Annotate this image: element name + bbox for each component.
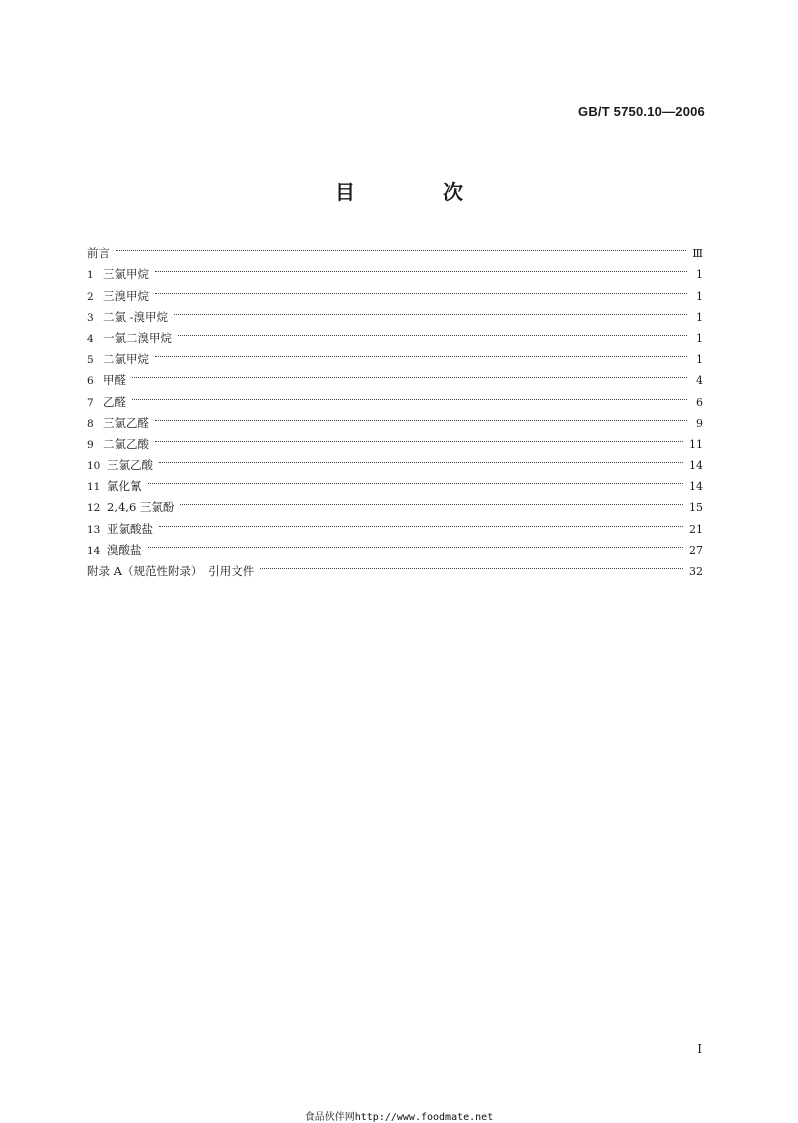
toc-entry-number: 5 <box>87 354 94 367</box>
toc-entry-number: 12 <box>87 502 101 515</box>
toc-entry-11[interactable] <box>87 469 703 494</box>
toc-entry-label: 溴酸盐 <box>107 542 142 557</box>
toc-entry-number: 3 <box>87 311 94 324</box>
toc-leader-dots <box>155 257 687 278</box>
toc-leader-dots <box>174 300 687 321</box>
toc-entry-number: 9 <box>87 438 94 451</box>
toc-entry-9[interactable] <box>87 427 703 451</box>
toc-entry-8[interactable] <box>87 406 703 430</box>
toc-entry-number: 11 <box>87 481 101 494</box>
toc-entry-3[interactable] <box>87 300 703 324</box>
toc-entry-14[interactable] <box>87 533 703 557</box>
toc-entry-4[interactable] <box>87 321 703 345</box>
toc-entry-number: 14 <box>87 544 101 557</box>
toc-entry-page: 6 <box>696 395 703 409</box>
toc-entry-appendix-a[interactable] <box>87 554 703 578</box>
toc-entry-6[interactable] <box>87 363 703 388</box>
toc-entry-page: 1 <box>696 310 703 324</box>
toc-entry-label: 一氯二溴甲烷 <box>103 330 172 345</box>
toc-entry-number: 7 <box>87 396 94 409</box>
toc-entry-12[interactable] <box>87 490 703 515</box>
toc-leader-dots <box>116 236 686 257</box>
toc-entry-page: Ⅲ <box>692 247 703 261</box>
toc-entry-2[interactable] <box>87 278 703 303</box>
page-number: Ⅰ <box>697 1042 702 1056</box>
toc-leader-dots <box>180 490 683 511</box>
toc-leader-dots <box>159 511 683 532</box>
toc-entry-13[interactable] <box>87 511 703 536</box>
toc-entry-page: 1 <box>696 353 703 367</box>
toc-entry-page: 15 <box>689 501 703 515</box>
toc-entry-page: 32 <box>689 565 703 578</box>
table-of-contents <box>87 236 703 578</box>
toc-entry-label: 三氯乙酸 <box>107 458 153 473</box>
toc-entry-page: 27 <box>689 543 703 557</box>
toc-entry-label: 乙醛 <box>103 394 126 409</box>
toc-leader-dots <box>132 384 687 405</box>
toc-entry-1[interactable] <box>87 257 703 282</box>
toc-leader-dots <box>178 321 687 342</box>
toc-leader-dots <box>155 278 687 299</box>
toc-entry-label: 亚氯酸盐 <box>107 521 153 536</box>
toc-entry-number: 10 <box>87 460 101 473</box>
toc-entry-label: 氯化氰 <box>107 479 142 494</box>
toc-entry-page: 1 <box>696 289 703 303</box>
toc-entry-page: 14 <box>689 459 703 473</box>
page-title: 目 次 <box>335 180 497 204</box>
toc-entry-number: 13 <box>87 523 101 536</box>
toc-entry-label: 二氯乙酸 <box>103 436 149 451</box>
toc-entry-label: 三氯甲烷 <box>103 267 149 282</box>
toc-entry-page: 1 <box>696 331 703 345</box>
toc-entry-label: 前言 <box>87 246 110 261</box>
toc-entry-label: 三溴甲烷 <box>103 288 149 303</box>
toc-leader-dots <box>260 554 683 575</box>
toc-entry-page: 14 <box>689 480 703 494</box>
toc-leader-dots <box>155 406 687 427</box>
toc-leader-dots <box>148 469 684 490</box>
toc-entry-foreword[interactable] <box>87 236 703 261</box>
toc-entry-label: 附录 A（规范性附录） 引用文件 <box>87 564 255 578</box>
toc-entry-page: 11 <box>689 437 703 451</box>
toc-leader-dots <box>155 427 683 448</box>
toc-entry-number: 8 <box>87 417 94 430</box>
toc-entry-number: 4 <box>87 332 94 345</box>
toc-entry-number: 6 <box>87 375 94 388</box>
toc-entry-number: 2 <box>87 290 94 303</box>
toc-entry-label: 2,4,6 三氯酚 <box>107 500 175 515</box>
toc-entry-number: 1 <box>87 269 94 282</box>
toc-entry-page: 4 <box>696 374 703 388</box>
toc-entry-page: 21 <box>689 522 703 536</box>
toc-leader-dots <box>159 448 683 469</box>
toc-entry-label: 三氯乙醛 <box>103 415 149 430</box>
footer-watermark[interactable]: 食品伙伴网http://www.foodmate.net <box>304 1112 494 1123</box>
toc-entry-label: 二氯甲烷 <box>103 352 149 367</box>
toc-leader-dots <box>148 533 684 554</box>
standard-code: GB/T 5750.10—2006 <box>578 104 705 119</box>
toc-entry-label: 甲醛 <box>103 373 126 388</box>
toc-entry-10[interactable] <box>87 448 703 473</box>
toc-entry-label: 二氯 -溴甲烷 <box>103 309 169 324</box>
toc-leader-dots <box>132 363 687 384</box>
toc-entry-page: 9 <box>696 416 703 430</box>
toc-entry-page: 1 <box>696 268 703 282</box>
toc-entry-5[interactable] <box>87 342 703 367</box>
toc-entry-7[interactable] <box>87 384 703 409</box>
toc-leader-dots <box>155 342 687 363</box>
